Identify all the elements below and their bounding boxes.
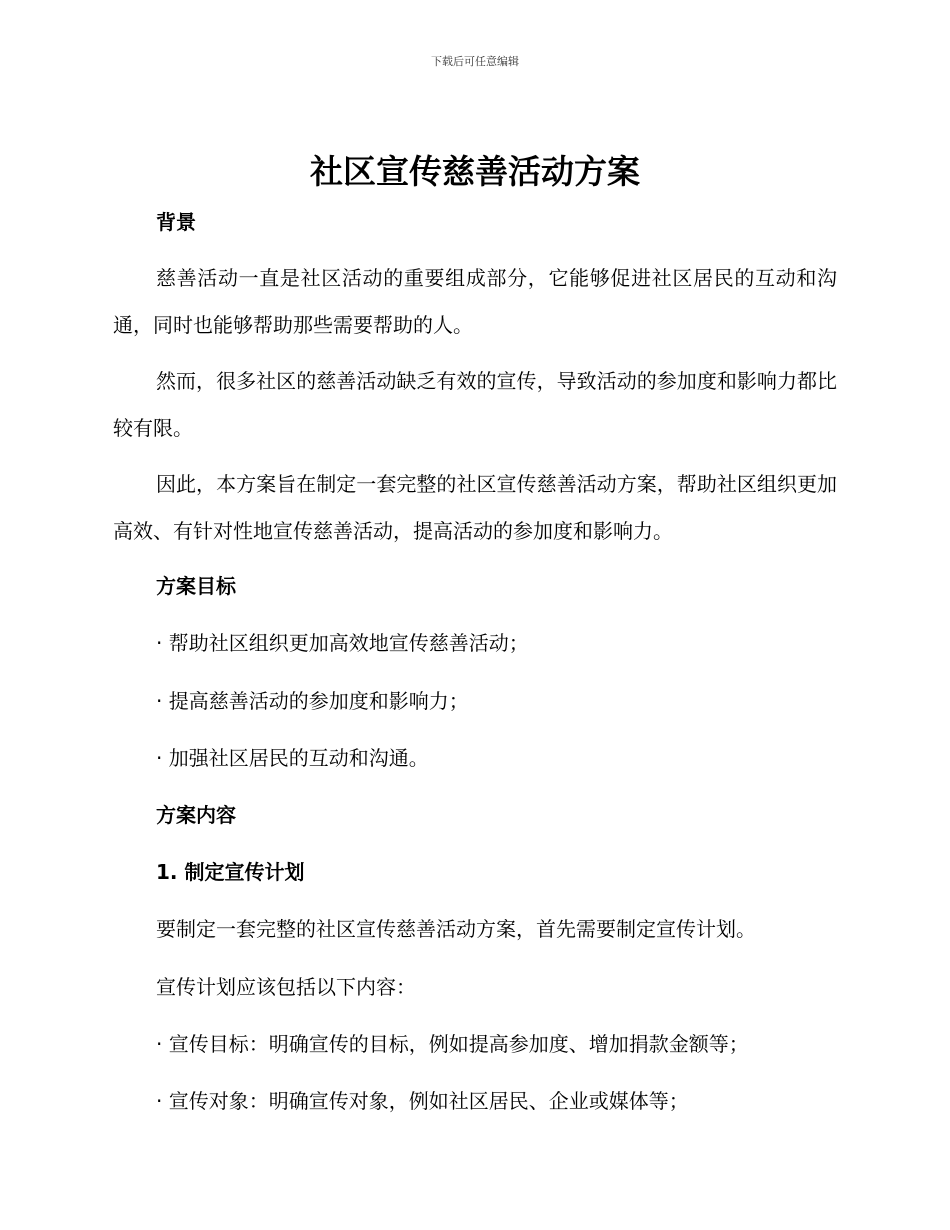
section-heading-goals: 方案目标 xyxy=(156,574,236,598)
section-heading-background: 背景 xyxy=(156,210,196,234)
section-heading-content: 方案内容 xyxy=(156,803,236,827)
paragraph: 然而，很多社区的慈善活动缺乏有效的宣传，导致活动的参加度和影响力都比较有限。 xyxy=(113,369,837,440)
list-item: · 宣传目标：明确宣传的目标，例如提高参加度、增加捐款金额等； xyxy=(156,1032,749,1056)
text-line: 要制定一套完整的社区宣传慈善活动方案，首先需要制定宣传计划。 xyxy=(156,917,756,941)
document-title: 社区宣传慈善活动方案 xyxy=(310,152,640,191)
page-header-note: 下载后可任意编辑 xyxy=(431,55,519,68)
list-item: · 宣传对象：明确宣传对象，例如社区居民、企业或媒体等； xyxy=(156,1089,689,1113)
paragraph: 慈善活动一直是社区活动的重要组成部分，它能够促进社区居民的互动和沟通，同时也能够帮助那些需要帮助的人。 xyxy=(113,266,837,337)
paragraph: 因此，本方案旨在制定一套完整的社区宣传慈善活动方案，帮助社区组织更加高效、有针对性地宣传慈善活动，提高活动的参加度和影响力。 xyxy=(113,472,837,543)
list-item: · 加强社区居民的互动和沟通。 xyxy=(156,746,429,770)
subsection-heading: 1. 制定宣传计划 xyxy=(156,860,305,884)
list-item: · 帮助社区组织更加高效地宣传慈善活动； xyxy=(156,631,529,655)
list-item: · 提高慈善活动的参加度和影响力； xyxy=(156,689,469,713)
text-line: 宣传计划应该包括以下内容： xyxy=(156,975,416,999)
